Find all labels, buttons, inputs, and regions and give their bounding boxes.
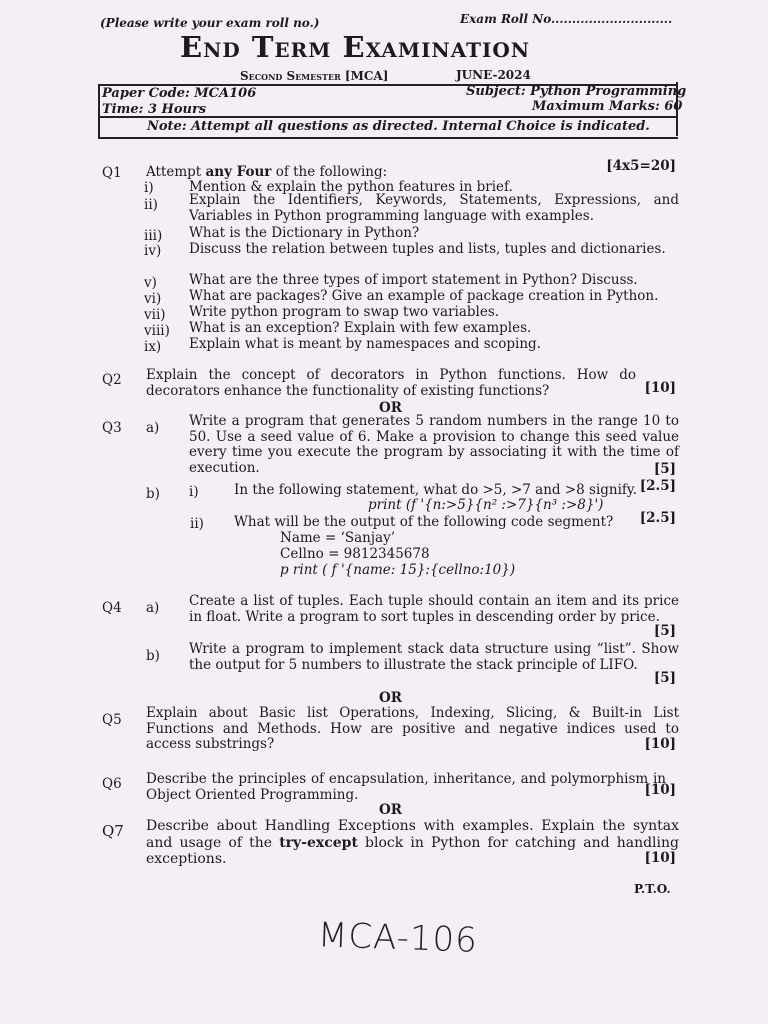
q2-number: Q2 (102, 372, 122, 388)
q3-part-b-i-text: In the following statement, what do >5, >7 and >8 signify. (234, 482, 638, 498)
q3-part-a-text: Write a program that generates 5 random numbers in the range 10 to 50. Use a seed value of 6. Make a provision to change this seed value every time you execute the program by associating it with the time of execution. (189, 413, 679, 476)
q5-marks: [10] (644, 736, 676, 752)
q1-item-text: Mention & explain the python features in brief. (189, 179, 513, 195)
q4-part-b-text: Write a program to implement stack data structure using “list”. Show the output for 5 numbers to illustrate the stack principle of LIFO. (189, 641, 679, 673)
q3-part-b-ii-label: ii) (190, 516, 204, 532)
note-rule-left (98, 116, 100, 138)
q4-part-a-text: Create a list of tuples. Each tuple should contain an item and its price in float. Write a program to sort tuples in descending order by price. (189, 593, 679, 625)
q1-item-text: Explain what is meant by namespaces and scoping. (189, 336, 541, 352)
pto-label: P.T.O. (634, 882, 671, 896)
q1-item-text: What are the three types of import statement in Python? Discuss. (189, 272, 638, 288)
q3-part-a-marks: [5] (653, 461, 676, 477)
code-line: Name = ‘Sanjay’ (280, 530, 395, 546)
q1-item-text: Discuss the relation between tuples and lists, tuples and dictionaries. (189, 241, 666, 257)
q4-part-b-marks: [5] (653, 670, 676, 686)
q6-text: Describe the principles of encapsulation, inheritance, and polymorphism in Object Oriented Programming. (146, 771, 666, 803)
or-separator: OR (379, 690, 402, 706)
q3-print-statement: print (f '{n:>5}{n² :>7}{n³ :>8}') (368, 497, 604, 513)
q1-item-number: ii) (144, 197, 158, 213)
maximum-marks: Maximum Marks: 60 (532, 99, 683, 114)
subject: Subject: Python Programming (466, 84, 687, 99)
q3-part-b-ii-text: What will be the output of the following code segment? (234, 514, 614, 530)
q7-marks: [10] (644, 850, 676, 866)
q1-item-number: v) (144, 275, 157, 291)
q4-part-a-label: a) (146, 600, 160, 616)
q1-intro: Attempt any Four of the following: (146, 164, 388, 180)
q1-item-number: vi) (144, 291, 162, 307)
q1-item-number: i) (144, 180, 154, 196)
q1-item-text: What are packages? Give an example of package creation in Python. (189, 288, 659, 304)
q3-part-b-label: b) (146, 486, 160, 502)
q1-item-number: viii) (144, 323, 170, 339)
exam-time: Time: 3 Hours (102, 102, 207, 117)
note-rule-right (676, 114, 678, 136)
code-line: p rint ( f '{name: 15}:{cellno:10}) (280, 562, 516, 578)
q7-text: Describe about Handling Exceptions with examples. Explain the syntax and usage of the try-except block in Python for catching and handling exceptions. (146, 818, 679, 867)
q2-text: Explain the concept of decorators in Python functions. How do decorators enhance the functionality of existing functions? (146, 367, 636, 399)
q7-number: Q7 (102, 822, 124, 840)
or-separator: OR (379, 802, 402, 818)
header-rule-left (98, 84, 100, 118)
q1-marks: [4x5=20] (606, 158, 676, 174)
paper-code: Paper Code: MCA106 (102, 86, 257, 101)
q1-item-number: iv) (144, 243, 162, 259)
q4-part-b-label: b) (146, 648, 160, 664)
note-rule-bottom (98, 137, 678, 139)
q4-part-a-marks: [5] (653, 623, 676, 639)
roll-note: (Please write your exam roll no.) (100, 16, 320, 30)
or-separator: OR (379, 400, 402, 416)
q2-marks: [10] (644, 380, 676, 396)
q1-item-text: What is an exception? Explain with few examples. (189, 320, 532, 336)
q1-number: Q1 (102, 165, 122, 181)
semester-label: Second Semester [MCA] (240, 69, 389, 83)
code-line: Cellno = 9812345678 (280, 546, 430, 562)
q5-number: Q5 (102, 712, 122, 728)
q1-item-number: ix) (144, 339, 162, 355)
q1-item-text: Explain the Identifiers, Keywords, Statements, Expressions, and Variables in Python programming language with examples. (189, 192, 679, 224)
handwritten-paper-code: MCA-106 (317, 915, 479, 961)
q6-marks: [10] (644, 782, 676, 798)
q3-part-b-ii-marks: [2.5] (639, 510, 676, 526)
q1-item-number: iii) (144, 228, 163, 244)
instructions-note: Note: Attempt all questions as directed. Internal Choice is indicated. (147, 119, 650, 134)
q3-part-b-i-marks: [2.5] (639, 478, 676, 494)
q3-part-a-label: a) (146, 420, 160, 436)
q3-part-b-i-label: i) (189, 484, 199, 500)
q4-number: Q4 (102, 600, 122, 616)
q3-number: Q3 (102, 420, 122, 436)
session-label: JUNE-2024 (456, 68, 531, 82)
q6-number: Q6 (102, 776, 122, 792)
exam-title: End Term Examination (180, 30, 531, 64)
roll-number-field: Exam Roll No............................. (460, 12, 673, 26)
q5-text: Explain about Basic list Operations, Indexing, Slicing, & Built-in List Functions and Methods. How are positive and negative indices used to access substrings? (146, 705, 679, 752)
q1-item-text: Write python program to swap two variables. (189, 304, 500, 320)
q1-item-number: vii) (144, 307, 166, 323)
q1-item-text: What is the Dictionary in Python? (189, 225, 420, 241)
